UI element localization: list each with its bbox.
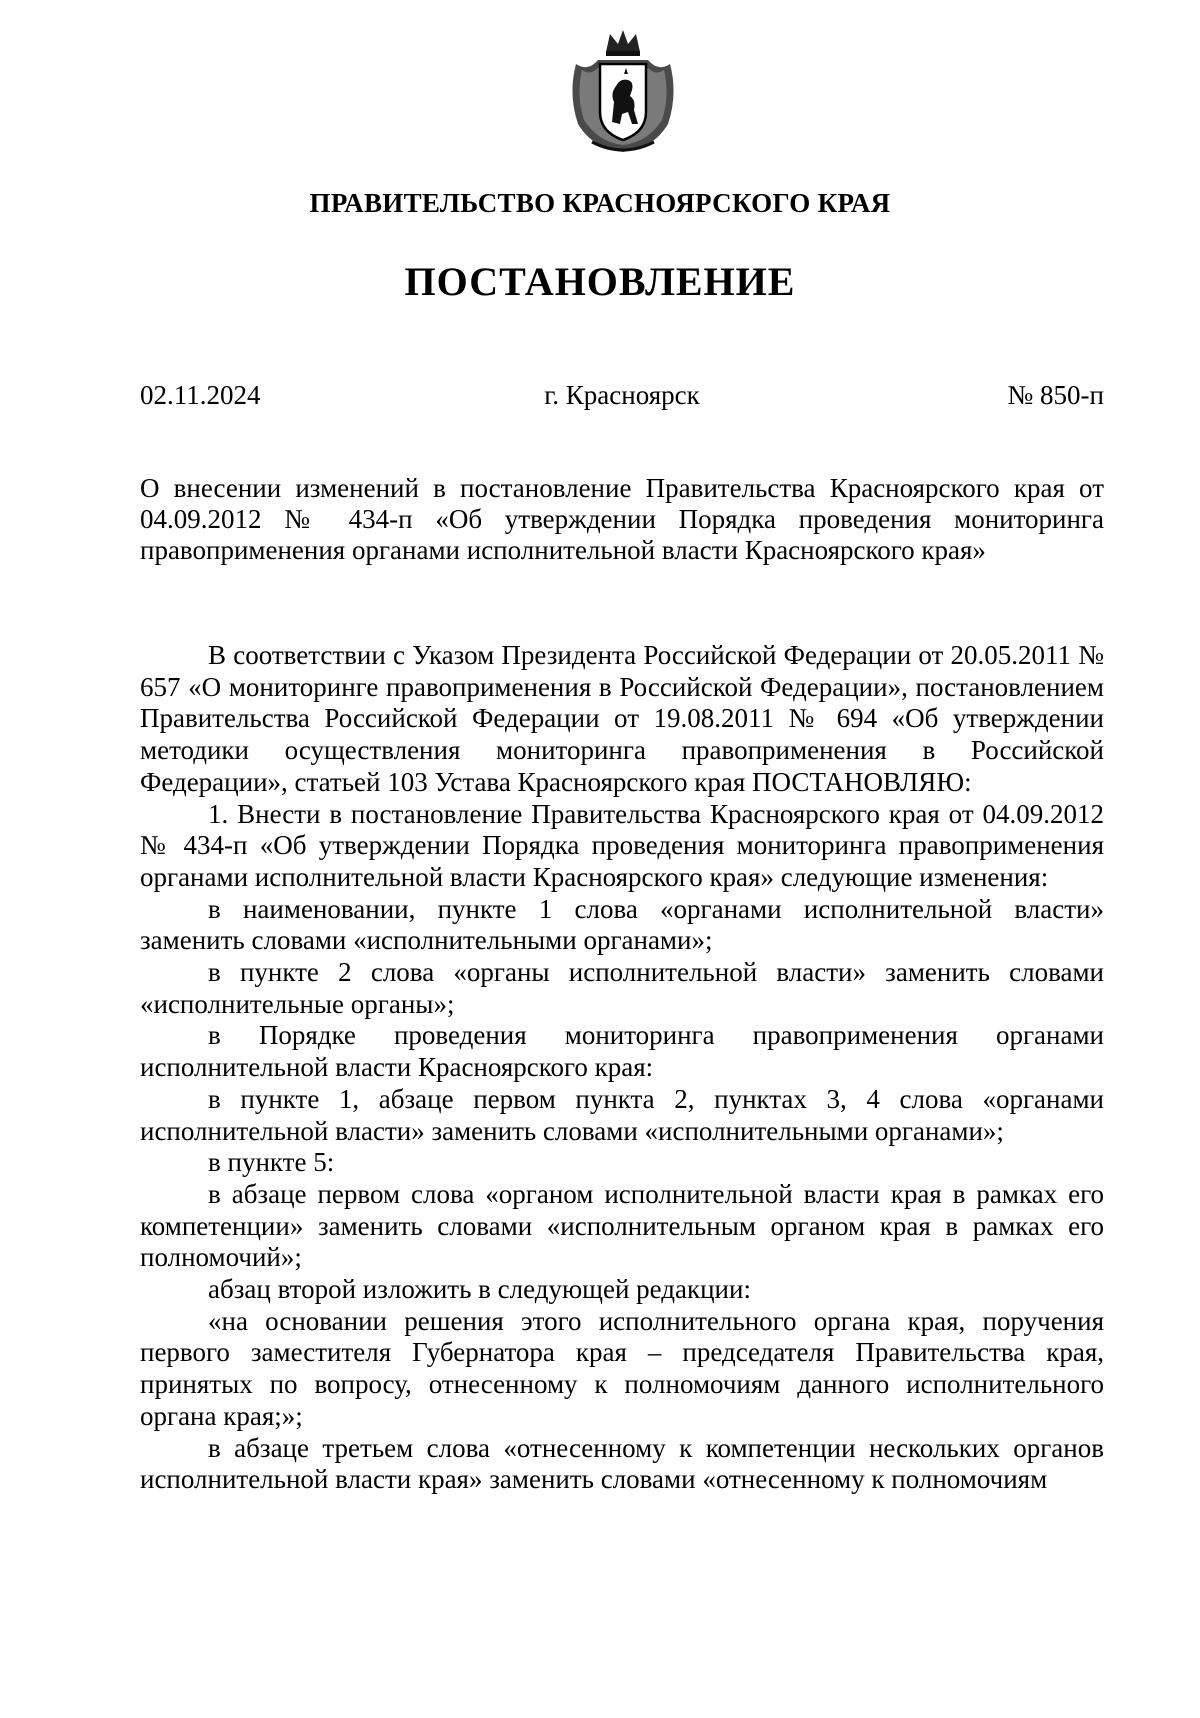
body-paragraph: в пункте 5:	[208, 1147, 335, 1178]
document-subject: О внесении изменений в постановление Правительства Красноярского края от 04.09.2012 № 434-п «Об утверждении Порядка проведения мониторинга правоприменения органами исполнительной власти Красноярского края»	[140, 473, 1104, 565]
body-paragraph: в пункте 2 слова «органы исполнительной власти» заменить словами «исполнительные органы»;	[140, 957, 1104, 1019]
body-paragraph: в пункте 1, абзаце первом пункта 2, пунктах 3, 4 слова «органами исполнительной власти» заменить словами «исполнительными органами»;	[140, 1083, 1104, 1146]
document-meta	[140, 380, 1104, 416]
government-title: ПРАВИТЕЛЬСТВО КРАСНОЯРСКОГО КРАЯ	[309, 188, 891, 218]
body-paragraph: в наименовании, пункте 1 слова «органами исполнительной власти» заменить словами «исполнительными органами»;	[140, 893, 1104, 956]
body-paragraph: в абзаце первом слова «органом исполнительной власти края в рамках его компетенции» заменить словами «исполнительным органом края в рамках его полномочий»;	[140, 1178, 1104, 1273]
document-type-heading: ПОСТАНОВЛЕНИЕ	[404, 259, 796, 304]
document-date: 02.11.2024	[140, 380, 261, 410]
body-paragraph: В соответствии с Указом Президента Российской Федерации от 20.05.2011 № 657 «О мониторинге правоприменения в Российской Федерации», постановлением Правительства Российской Федерации от 19.08.2011 № 694 «Об утверждении методики осуществления мониторинга правоприменения в Российской Федерации», статьей 103 Устава Красноярского края ПОСТАНОВЛЯЮ:	[140, 640, 1104, 797]
body-paragraph: 1. Внести в постановление Правительства Красноярского края от 04.09.2012 № 434-п «Об утверждении Порядка проведения мониторинга правоприменения органами исполнительной власти Красноярского края» следующие изменения:	[140, 798, 1104, 892]
document-city: г. Красноярск	[544, 380, 700, 410]
body-paragraph: абзац второй изложить в следующей редакции:	[208, 1274, 751, 1305]
body-paragraph: в абзаце третьем слова «отнесенному к компетенции нескольких органов исполнительной власти края» заменить словами «отнесенному к полномочиям	[140, 1432, 1104, 1495]
coat-of-arms-icon	[568, 24, 678, 154]
document-body	[140, 640, 1104, 1496]
body-paragraph: в Порядке проведения мониторинга правоприменения органами исполнительной власти Красноярского края:	[140, 1020, 1104, 1083]
body-paragraph: «на основании решения этого исполнительного органа края, поручения первого заместителя Губернатора края – председателя Правительства края, принятых по вопросу, отнесенному к полномочиям данного исполнительного органа края;»;	[140, 1305, 1104, 1431]
document-number: № 850-п	[1007, 380, 1104, 410]
